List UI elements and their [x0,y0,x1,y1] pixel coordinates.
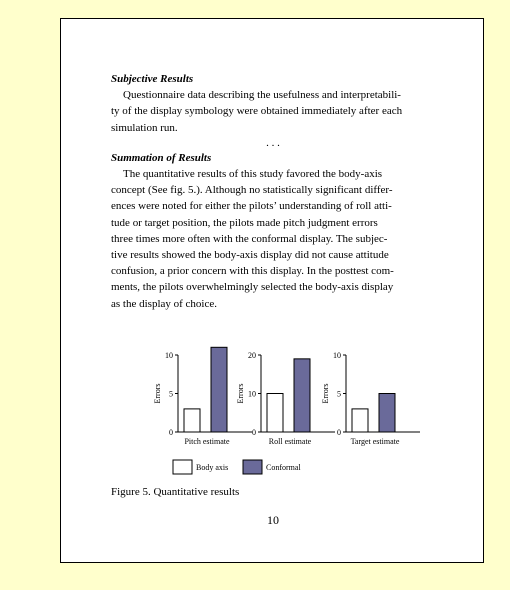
bar-conformal [211,347,227,432]
section-heading-summation: Summation of Results [111,151,212,164]
bar-conformal [379,394,395,433]
text-line: tude or target position, the pilots made pitch judgment errors [111,216,378,229]
legend-label-conformal: Conformal [266,463,301,472]
text-line: as the display of choice. [111,297,217,310]
legend-swatch-conformal [243,460,262,474]
section-paragraph-subjective [111,87,435,136]
y-tick-label: 5 [337,389,341,399]
category-label: Roll estimate [268,437,312,446]
category-label: Pitch estimate [184,437,230,446]
document-page [60,18,484,563]
text-line: concept (See fig. 5.). Although no statistically significant differ- [111,184,393,197]
bar-conformal [294,359,310,432]
page-number: 10 [267,513,279,527]
section-separator: . . . [266,136,280,149]
text-line: Questionnaire data describing the usefulness and interpretabili- [123,89,401,102]
y-tick-label: 0 [169,428,173,437]
bar-body-axis [184,409,200,432]
body-text [111,71,435,312]
y-tick-label: 0 [252,428,256,437]
bar-body-axis [267,394,283,433]
y-tick-label: 10 [333,351,341,360]
bar-body-axis [352,409,368,432]
bar-charts [61,345,485,485]
y-tick-label: 10 [165,351,173,360]
category-label: Target estimate [350,437,400,446]
section-paragraph-summation [111,166,435,312]
legend-swatch-body-axis [173,460,192,474]
text-line: confusion, a prior concern with this display. In the posttest com- [111,265,394,278]
text-line: three times more often with the conformal display. The subjec- [111,232,388,245]
y-tick-label: 0 [337,428,341,437]
y-axis-label: Errors [236,383,245,404]
text-line: ences were noted for either the pilots’ understanding of roll atti- [111,200,392,213]
y-tick-label: 10 [248,389,256,399]
y-axis-label: Errors [153,383,162,404]
y-axis-label: Errors [321,383,330,404]
text-line: The quantitative results of this study favored the body-axis [123,168,383,181]
text-line: simulation run. [111,121,178,134]
figure-caption: Figure 5. Quantitative results [111,486,240,498]
text-line: tive results showed the body-axis display did not cause attitude [111,249,389,262]
y-tick-label: 5 [169,389,173,399]
legend-label-body-axis: Body axis [196,463,229,472]
text-line: ments, the pilots overwhelmingly selected the body-axis display [111,281,394,294]
section-heading-subjective: Subjective Results [111,73,194,85]
text-line: ty of the display symbology were obtained immediately after each [111,105,403,118]
y-tick-label: 20 [248,351,256,360]
